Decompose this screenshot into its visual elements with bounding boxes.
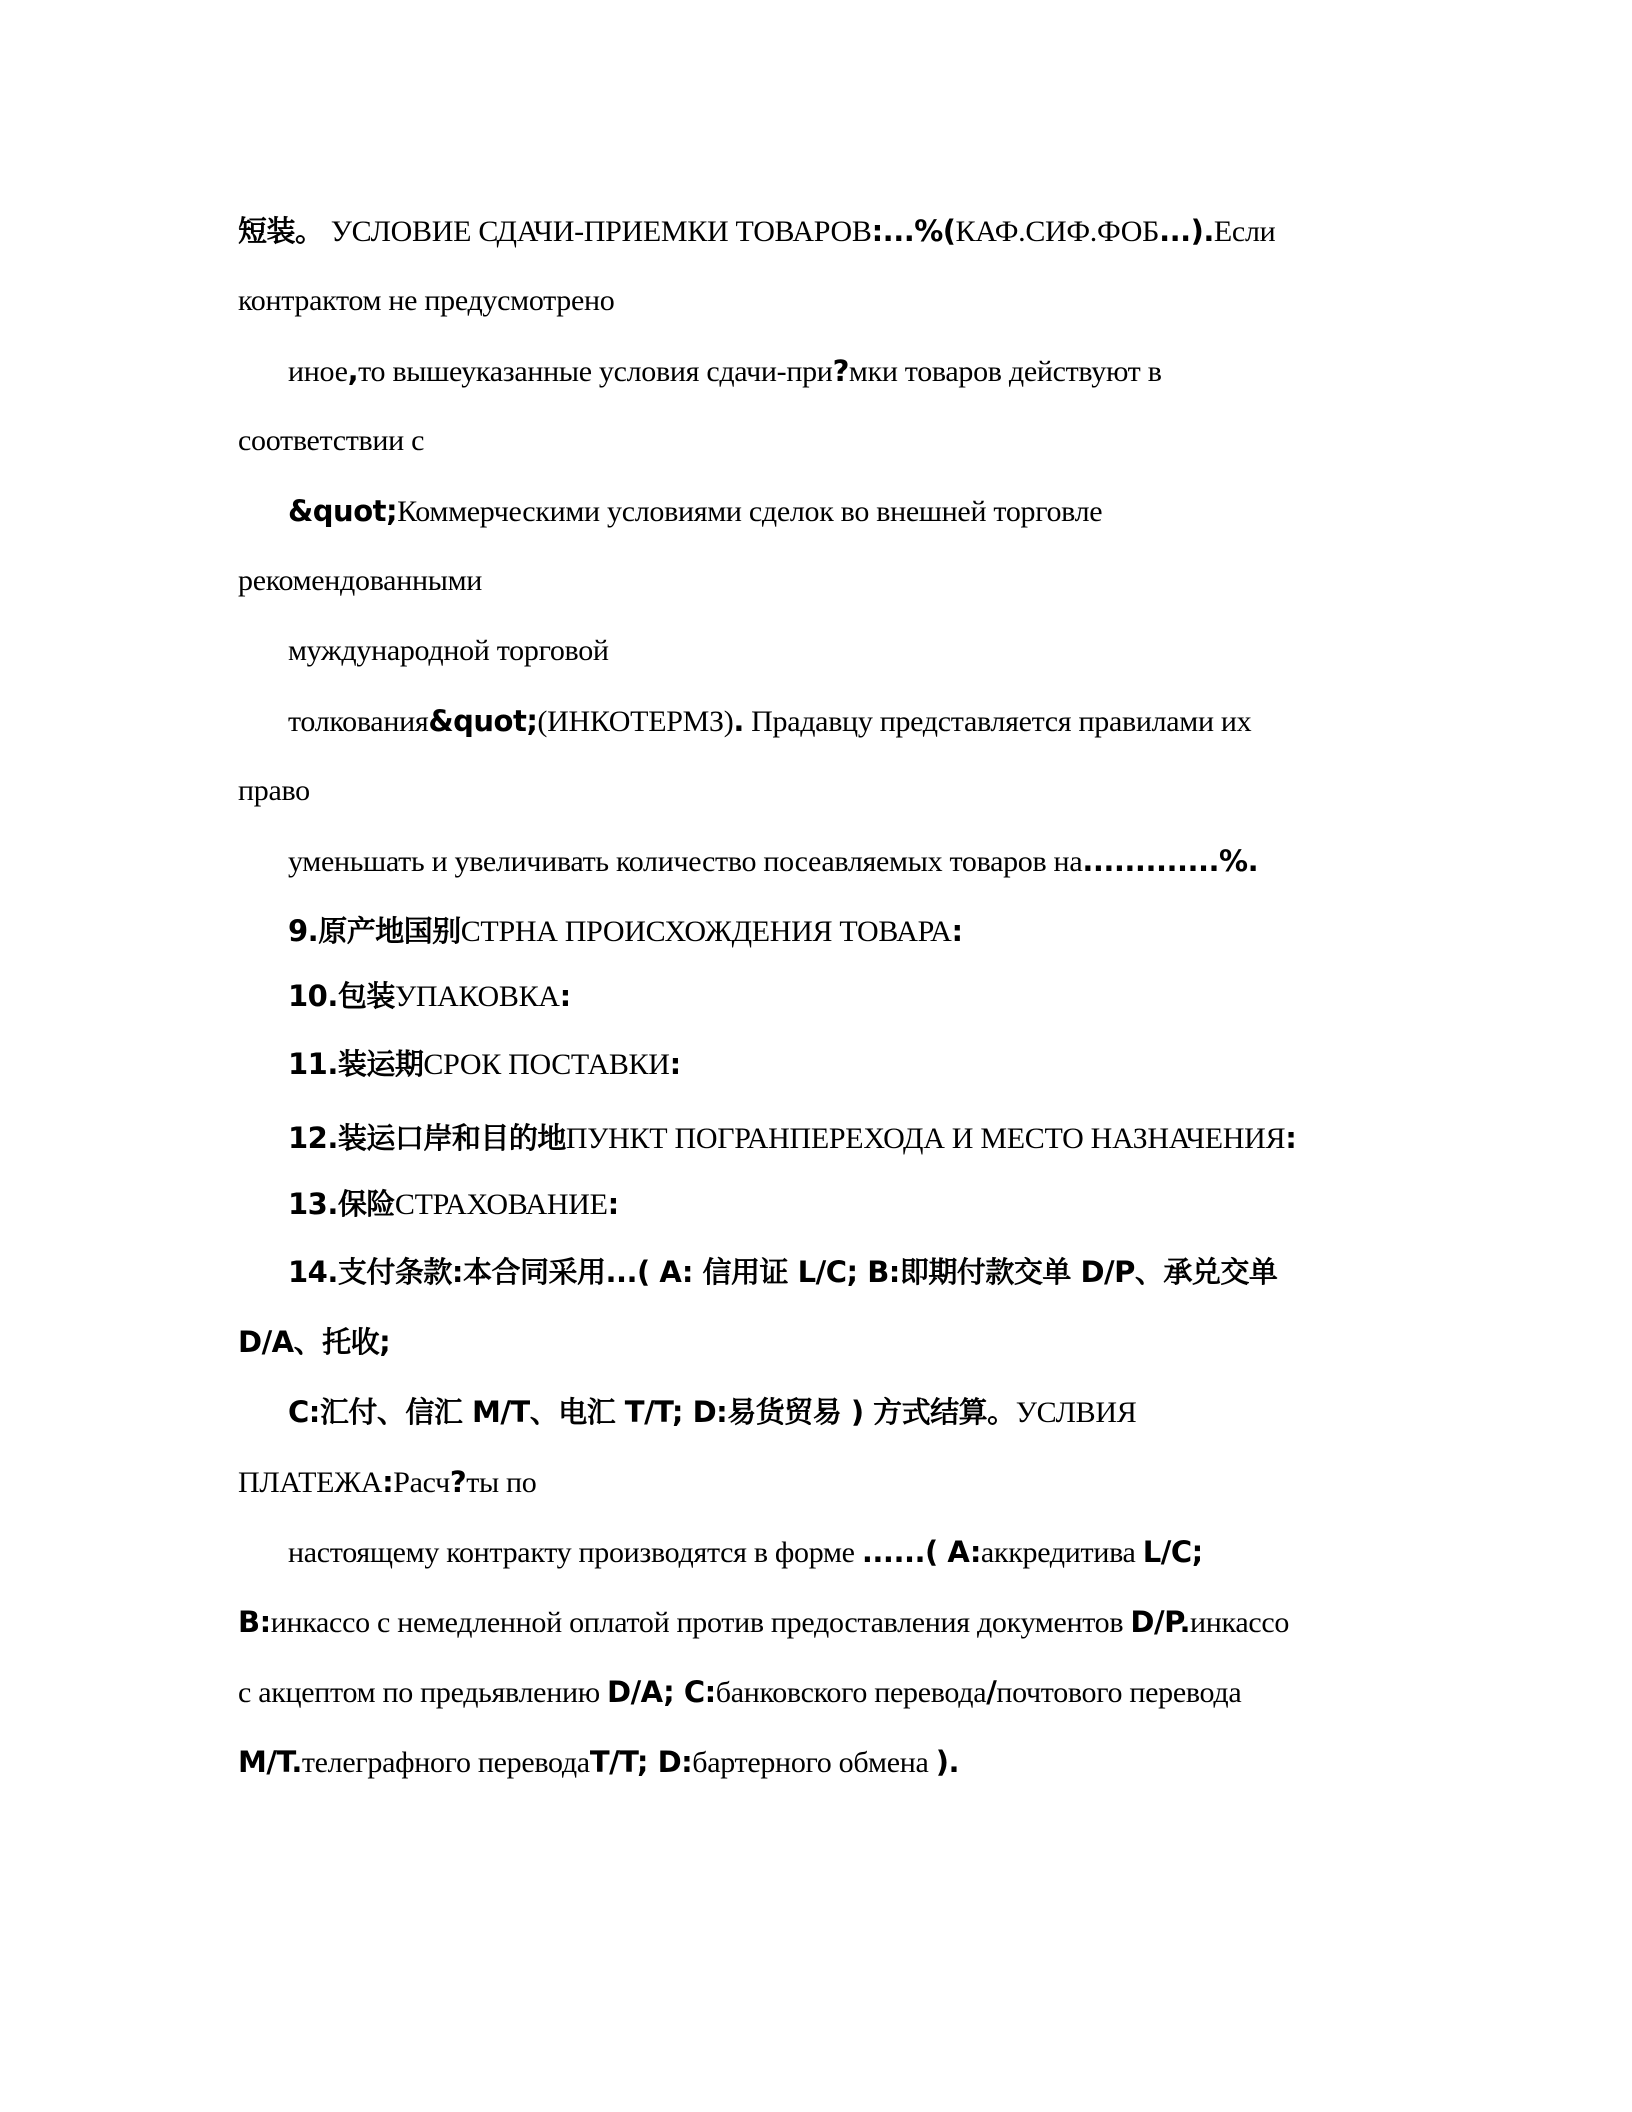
text-segment: ). — [935, 1745, 959, 1779]
text-line — [238, 563, 482, 599]
text-segment: Прадавцу представляется правилами их — [743, 705, 1252, 738]
text-segment: : — [1285, 1121, 1297, 1155]
text-line — [238, 773, 310, 809]
text-segment: то вышеуказанные условия сдачи-при — [358, 355, 833, 388]
text-segment: 14.支付条款:本合同采用...( A: 信用证 L/C; B:即期付款交单 D/P、承兑交单 — [288, 1255, 1278, 1289]
text-line — [288, 493, 1102, 530]
text-line — [238, 283, 614, 319]
text-segment: ......( A: — [861, 1535, 981, 1569]
text-segment: : — [607, 1187, 619, 1221]
text-line — [288, 1186, 619, 1223]
text-segment: УПАКОВКА — [394, 980, 560, 1013]
text-line — [288, 978, 571, 1015]
text-segment: :...%( — [871, 214, 956, 248]
text-line — [288, 703, 1251, 740]
text-segment: СТРНА ПРОИСХОЖДЕНИЯ ТОВАРА — [460, 915, 952, 948]
text-line — [238, 423, 424, 459]
text-line — [288, 1534, 1203, 1571]
text-segment: инкассо с немедленной оплатой против предоставления документов — [270, 1606, 1131, 1639]
text-segment: с акцептом по предьявлению — [238, 1676, 608, 1709]
text-segment: M/T. — [238, 1745, 302, 1779]
text-line — [238, 1464, 537, 1501]
text-line — [288, 843, 1258, 880]
text-segment: ПУНКТ ПОГРАНПЕРЕХОДА И МЕСТО НАЗНАЧЕНИЯ — [565, 1122, 1286, 1155]
text-segment: 9.原产地国别 — [288, 914, 461, 948]
text-segment: .............%. — [1082, 844, 1259, 878]
text-segment: ? — [832, 354, 849, 388]
text-line — [238, 213, 1275, 250]
text-segment: Расч — [393, 1466, 450, 1499]
text-segment: иное — [288, 355, 348, 388]
text-segment: 11.装运期 — [288, 1047, 424, 1081]
text-segment: 10.包装 — [288, 979, 395, 1013]
text-segment: настоящему контракту производятся в форме — [288, 1536, 862, 1569]
text-segment: &quot; — [428, 704, 538, 738]
text-segment: инкассо — [1190, 1606, 1290, 1639]
text-segment: банковского перевода — [715, 1676, 987, 1709]
text-segment: ты по — [466, 1466, 537, 1499]
text-segment: : — [951, 914, 963, 948]
text-line — [288, 1120, 1296, 1157]
text-line — [288, 633, 609, 669]
text-segment: телеграфного перевода — [301, 1746, 590, 1779]
text-segment: право — [238, 774, 310, 807]
text-segment: УСЛВИЯ — [1015, 1396, 1137, 1429]
text-segment: D/A、托收; — [238, 1325, 391, 1359]
text-line — [288, 1254, 1277, 1291]
text-segment: бартерного обмена — [692, 1746, 936, 1779]
text-segment: соответствии с — [238, 424, 425, 457]
text-segment: (ИНКОТЕРМЗ) — [537, 705, 734, 738]
text-line — [288, 353, 1162, 390]
text-segment: ПЛАТЕЖА — [238, 1466, 383, 1499]
text-segment: B: — [238, 1605, 271, 1639]
text-segment: рекомендованными — [238, 564, 483, 597]
text-segment: контрактом не предусмотрено — [238, 284, 615, 317]
text-segment: . — [733, 704, 744, 738]
text-segment: 短装。 — [238, 214, 324, 248]
text-line — [238, 1324, 390, 1361]
text-segment: , — [347, 354, 359, 388]
text-segment: T/T; D: — [589, 1745, 693, 1779]
text-segment: : — [559, 979, 571, 1013]
text-segment: почтового перевода — [996, 1676, 1242, 1709]
text-segment: &quot; — [288, 494, 398, 528]
text-segment: СРОК ПОСТАВКИ — [423, 1048, 670, 1081]
text-segment: Если — [1213, 215, 1276, 248]
text-segment: C:汇付、信汇 M/T、电汇 T/T; D:易货贸易 ) 方式结算。 — [288, 1395, 1016, 1429]
text-segment: : — [669, 1047, 681, 1081]
text-segment: Коммерческими условиями сделок во внешней торговле — [397, 495, 1103, 528]
text-line — [238, 1674, 1241, 1711]
text-line — [238, 1604, 1289, 1641]
text-segment: 13.保险 — [288, 1187, 395, 1221]
text-segment: D/P. — [1130, 1605, 1191, 1639]
text-segment: ...). — [1159, 214, 1214, 248]
text-line — [288, 913, 963, 950]
text-segment: толкования — [288, 705, 429, 738]
text-segment: СТРАХОВАНИЕ — [394, 1188, 608, 1221]
text-segment: уменьшать и увеличивать количество посеавляемых товаров на — [288, 845, 1083, 878]
text-line — [238, 1744, 959, 1781]
text-segment: L/C; — [1142, 1535, 1203, 1569]
text-line — [288, 1394, 1136, 1431]
text-segment: муждународной торговой — [288, 634, 609, 667]
text-segment: аккредитива — [980, 1536, 1143, 1569]
text-line — [288, 1046, 681, 1083]
text-segment: УСЛОВИЕ СДАЧИ-ПРИЕМКИ ТОВАРОВ — [323, 215, 872, 248]
text-segment: мки товаров действуют в — [848, 355, 1162, 388]
text-segment: ? — [449, 1465, 467, 1499]
text-segment: / — [986, 1675, 997, 1709]
text-segment: 12.装运口岸和目的地 — [288, 1121, 566, 1155]
text-segment: : — [382, 1465, 394, 1499]
text-segment: КАФ.СИФ.ФОБ — [955, 215, 1160, 248]
text-segment: D/A; C: — [607, 1675, 716, 1709]
